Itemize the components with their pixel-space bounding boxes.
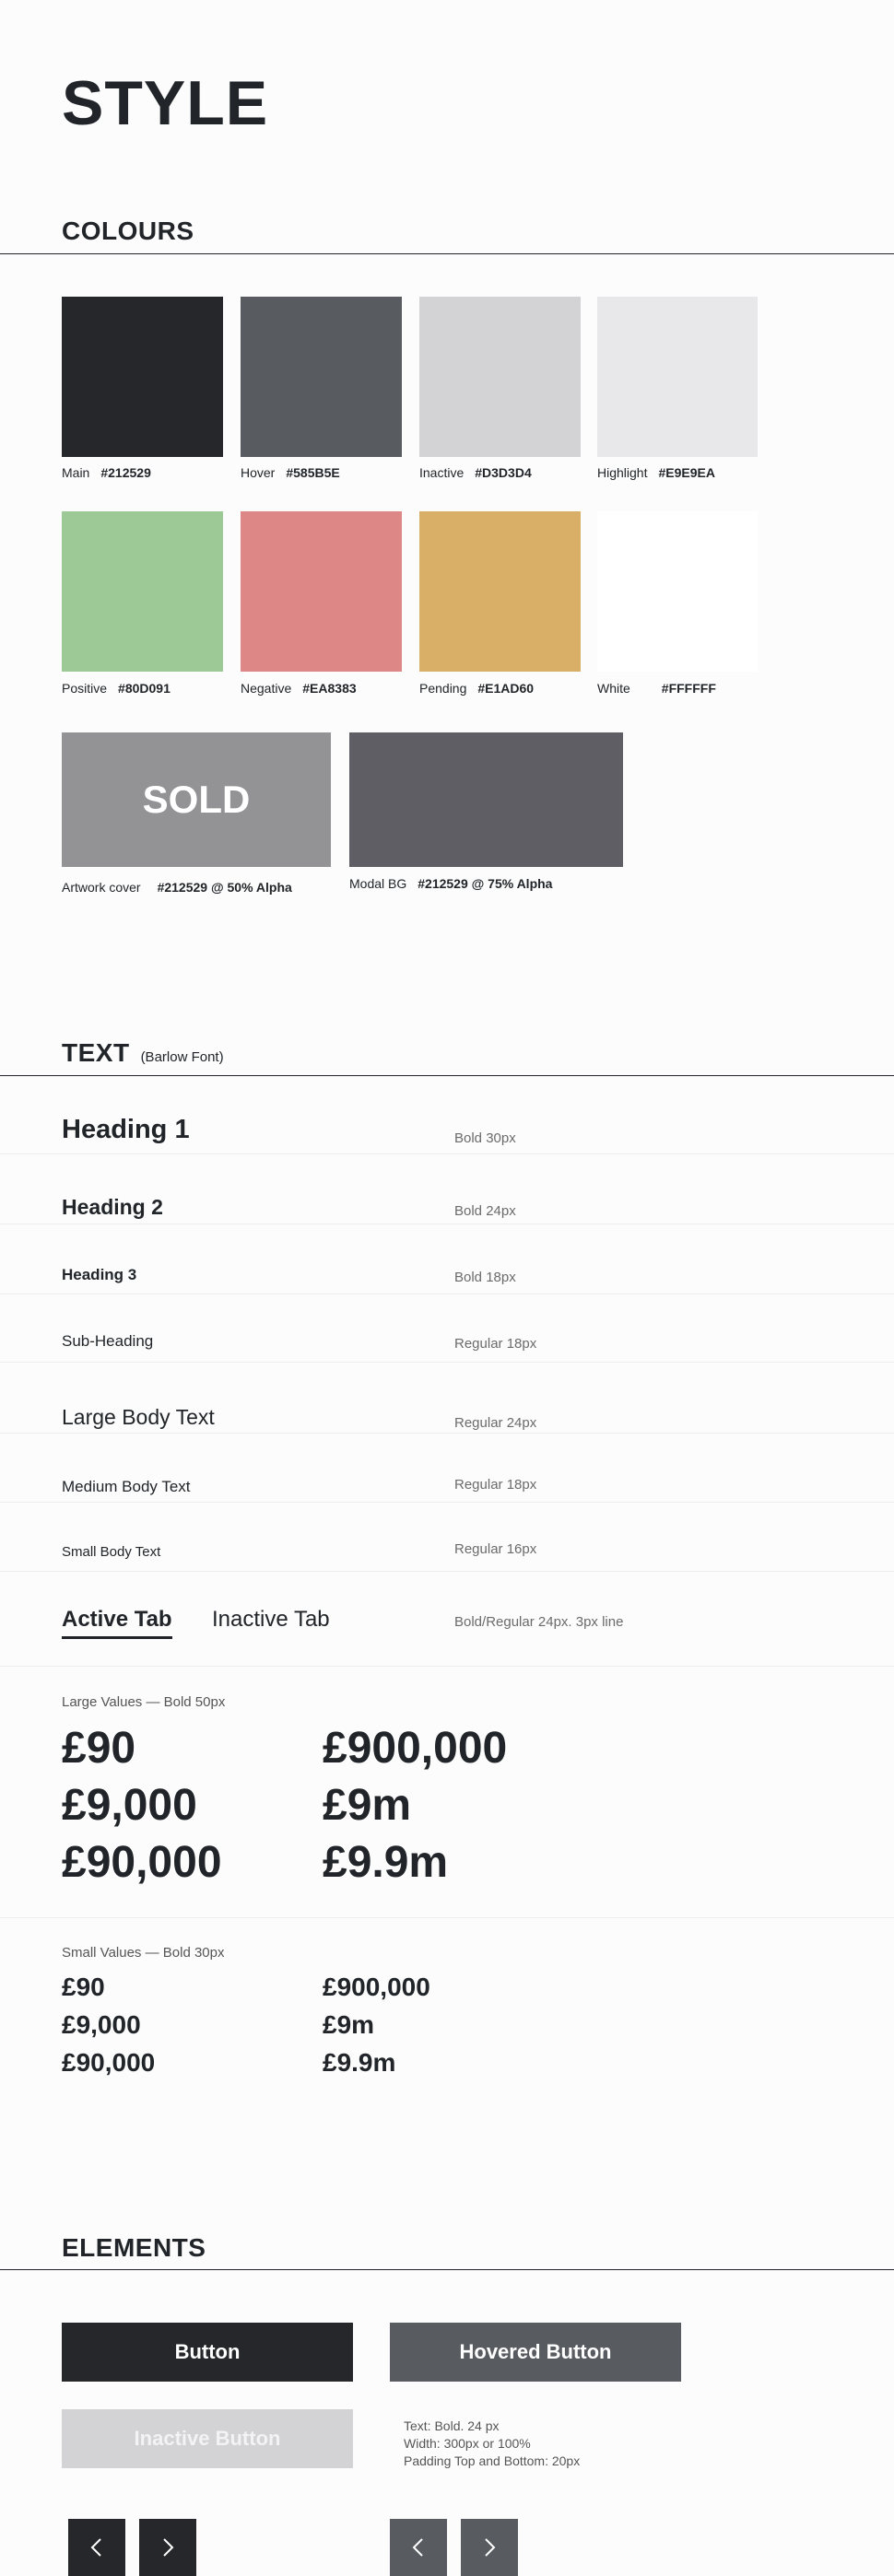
chevron-right-icon	[154, 2534, 182, 2561]
large-value: £900,000	[323, 1724, 508, 1773]
sample-heading-2: Heading 2	[62, 1195, 163, 1219]
sample-medium-body: Medium Body Text	[62, 1478, 191, 1495]
large-value: £90,000	[62, 1838, 222, 1887]
swatch-negative	[241, 511, 402, 672]
row-divider	[0, 1153, 894, 1154]
row-divider	[0, 1433, 894, 1434]
text-section-title	[62, 1037, 224, 1073]
small-value: £90	[62, 1973, 105, 2001]
page-title: STYLE	[62, 68, 269, 138]
button-spec-line: Width: 300px or 100%	[404, 2436, 531, 2451]
button-spec-line: Padding Top and Bottom: 20px	[404, 2453, 581, 2468]
swatch-white-caption	[597, 681, 716, 696]
swatch-hex: #FFFFFF	[661, 681, 716, 696]
small-value: £9m	[323, 2010, 375, 2039]
swatch-inactive	[419, 297, 581, 457]
row-divider	[0, 1666, 894, 1667]
swatch-positive-caption	[62, 681, 171, 696]
swatch-hover	[241, 297, 402, 457]
swatch-modal-bg	[349, 732, 623, 867]
large-value: £90	[62, 1724, 136, 1773]
swatch-inactive-caption	[419, 465, 532, 480]
row-divider	[0, 1917, 894, 1918]
text-divider	[0, 1075, 894, 1076]
swatch-name: Positive	[62, 681, 108, 696]
primary-button[interactable]: Button	[62, 2323, 353, 2382]
prev-arrow-button[interactable]	[68, 2519, 125, 2576]
spec-tabs: Bold/Regular 24px. 3px line	[454, 1614, 624, 1630]
swatch-main	[62, 297, 223, 457]
sample-heading-3: Heading 3	[62, 1266, 137, 1283]
chevron-left-icon	[405, 2534, 432, 2561]
prev-arrow-button-hover[interactable]	[390, 2519, 447, 2576]
swatch-name: Pending	[419, 681, 467, 696]
button-specs	[404, 2418, 580, 2470]
colours-section-title: COLOURS	[62, 217, 194, 245]
chevron-left-icon	[83, 2534, 111, 2561]
swatch-modal-bg-caption	[349, 876, 552, 891]
small-value: £9.9m	[323, 2048, 396, 2077]
swatch-hex: #EA8383	[302, 681, 357, 696]
swatch-name: Modal BG	[349, 876, 407, 891]
sample-sub-heading: Sub-Heading	[62, 1332, 154, 1350]
swatch-highlight	[597, 297, 758, 457]
swatch-hex: #585B5E	[286, 465, 340, 480]
colours-divider	[0, 253, 894, 254]
spec-small-body: Regular 16px	[454, 1541, 537, 1557]
swatch-hex: #D3D3D4	[475, 465, 532, 480]
small-value: £9,000	[62, 2010, 141, 2039]
hovered-button[interactable]: Hovered Button	[390, 2323, 681, 2382]
swatch-name: White	[597, 681, 630, 696]
swatch-hover-caption	[241, 465, 340, 480]
swatch-hex: #E1AD60	[477, 681, 535, 696]
swatch-hex: #212529	[100, 465, 151, 480]
chevron-right-icon	[476, 2534, 503, 2561]
spec-sub-heading: Regular 18px	[454, 1336, 537, 1352]
swatch-name: Negative	[241, 681, 292, 696]
swatch-name: Inactive	[419, 465, 465, 480]
elements-section-title: ELEMENTS	[62, 2233, 206, 2262]
swatch-hex: #E9E9EA	[658, 465, 715, 480]
large-value: £9m	[323, 1781, 412, 1830]
swatch-artwork-cover-caption	[62, 880, 292, 895]
elements-divider	[0, 2269, 894, 2270]
swatch-negative-caption	[241, 681, 357, 696]
row-divider	[0, 1362, 894, 1363]
small-values-caption: Small Values — Bold 30px	[62, 1945, 225, 1961]
row-divider	[0, 1571, 894, 1572]
swatch-highlight-caption	[597, 465, 715, 480]
row-divider	[0, 1502, 894, 1503]
large-value: £9,000	[62, 1781, 197, 1830]
swatch-name: Artwork cover	[62, 880, 141, 895]
sample-heading-1: Heading 1	[62, 1115, 190, 1144]
text-section-heading: TEXT	[62, 1038, 130, 1067]
swatch-main-caption	[62, 465, 151, 480]
swatch-name: Hover	[241, 465, 276, 480]
swatch-name: Main	[62, 465, 90, 480]
spec-heading-3: Bold 18px	[454, 1270, 516, 1285]
swatch-hex: #212529 @ 75% Alpha	[418, 876, 553, 891]
large-values-caption: Large Values — Bold 50px	[62, 1694, 226, 1710]
swatch-artwork-cover	[62, 732, 331, 867]
sold-label: SOLD	[142, 778, 251, 821]
small-value: £900,000	[323, 1973, 430, 2001]
swatch-pending-caption	[419, 681, 534, 696]
button-spec-line: Text: Bold. 24 px	[404, 2418, 500, 2433]
swatch-name: Highlight	[597, 465, 648, 480]
next-arrow-button[interactable]	[139, 2519, 196, 2576]
swatch-white	[597, 511, 758, 672]
spec-heading-2: Bold 24px	[454, 1203, 516, 1219]
text-section-note: (Barlow Font)	[140, 1049, 224, 1065]
swatch-pending	[419, 511, 581, 672]
spec-large-body: Regular 24px	[454, 1415, 537, 1431]
swatch-hex: #212529 @ 50% Alpha	[157, 880, 292, 895]
spec-heading-1: Bold 30px	[454, 1130, 516, 1146]
large-value: £9.9m	[323, 1838, 449, 1887]
small-value: £90,000	[62, 2048, 156, 2077]
swatch-hex: #80D091	[118, 681, 171, 696]
sample-small-body: Small Body Text	[62, 1544, 161, 1560]
tab-inactive[interactable]: Inactive Tab	[212, 1607, 330, 1632]
spec-medium-body: Regular 18px	[454, 1477, 537, 1493]
next-arrow-button-hover[interactable]	[461, 2519, 518, 2576]
tab-active[interactable]: Active Tab	[62, 1607, 172, 1639]
sample-large-body: Large Body Text	[62, 1405, 215, 1429]
swatch-positive	[62, 511, 223, 672]
inactive-button[interactable]: Inactive Button	[62, 2409, 353, 2468]
